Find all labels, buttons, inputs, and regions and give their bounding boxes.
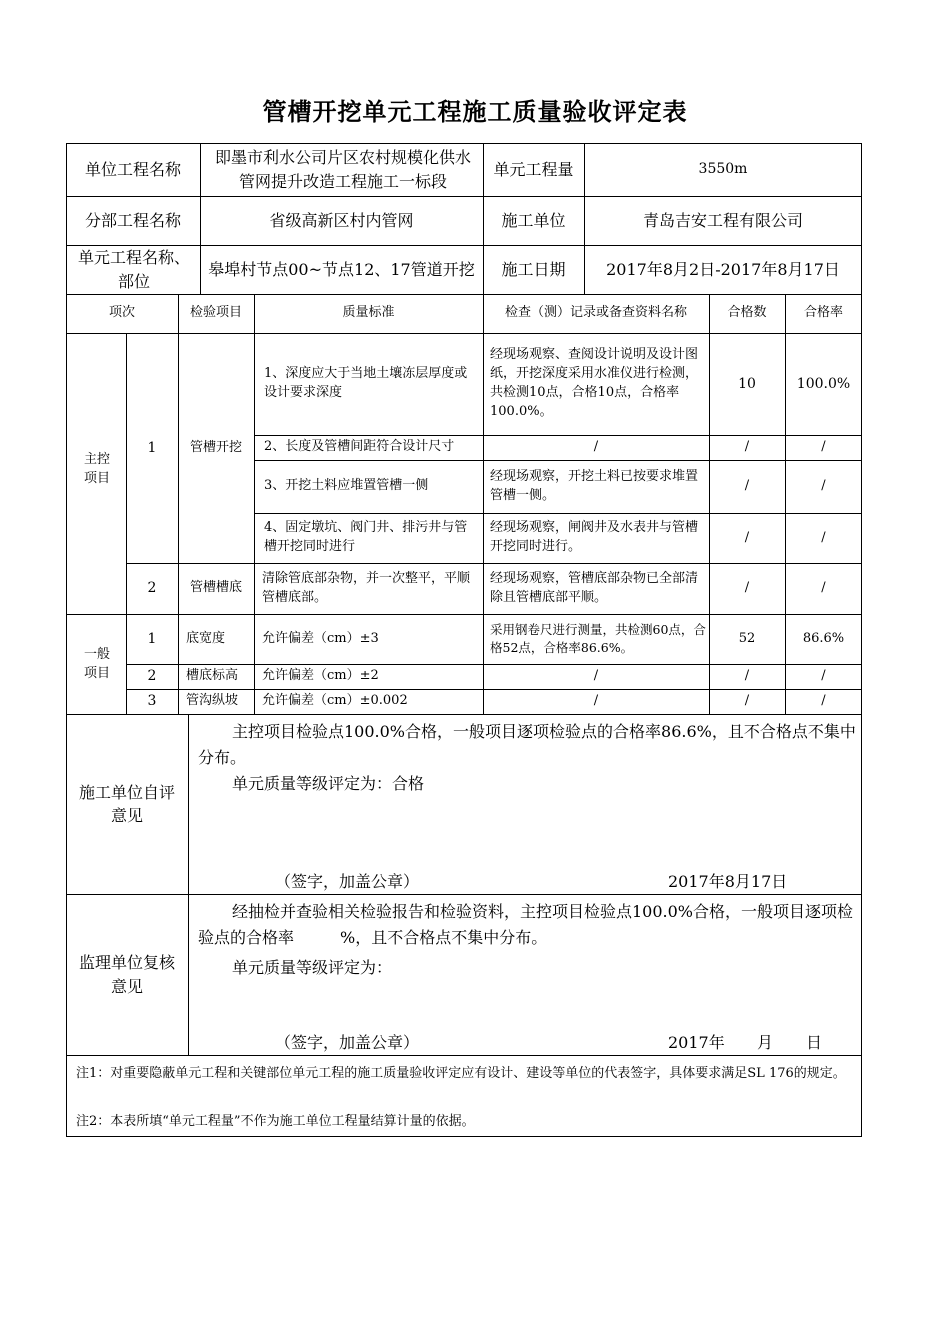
general-standard: 允许偏差（cm）±3 [262,630,379,646]
main-rate: / [821,478,826,494]
main-row-no: 2 [147,580,157,597]
general-rate: 86.6% [802,630,845,646]
division-label: 分部工程名称 [84,210,181,230]
main-record: 经现场观察，管槽底部杂物已全部清除且管槽底部平顺。 [490,570,699,605]
general-rate: / [821,693,826,709]
col-standard: 质量标准 [342,305,395,321]
general-row-no: 2 [147,668,157,685]
main-count: / [744,529,750,545]
supervisor-label: 监理单位复核意见 [78,953,175,996]
unit-quantity-value: 3550m [698,161,748,178]
element-label: 单元工程名称、部位 [77,248,190,291]
unit-project-label: 单位工程名称 [84,159,181,179]
self-eval-opinion: 主控项目检验点100.0%合格，一般项目逐项检验点的合格率86.6%，且不合格点不集中分布。 [198,722,856,767]
division-value: 省级高新区村内管网 [269,210,414,230]
self-eval-grade: 单元质量等级评定为：合格 [232,774,425,793]
main-row-no: 1 [147,439,157,456]
general-check-item: 管沟纵坡 [186,693,239,709]
main-check-item: 管槽槽底 [189,580,242,596]
self-eval-date: 2017年8月17日 [668,872,788,891]
supervisor-opinion-tail: %，且不合格点不集中分布。 [340,928,548,947]
contractor-value: 青岛吉安工程有限公司 [642,210,803,230]
self-eval-sign: （签字，加盖公章） [275,872,420,891]
main-count: 10 [738,375,756,392]
main-standard: 1、深度应大于当地土壤冻层厚度或设计要求深度 [264,366,468,400]
element-value: 皋埠村节点00~节点12、17管道开挖 [208,259,475,279]
general-row-no: 3 [147,693,157,710]
col-record: 检查（测）记录或备查资料名称 [504,305,687,321]
supervisor-date-day: 日 [806,1033,823,1052]
document-title: 管槽开挖单元工程施工质量验收评定表 [262,97,688,126]
main-record: 经现场观察，开挖土料已按要求堆置管槽一侧。 [490,468,699,503]
general-record: 采用钢卷尺进行测量，共检测60点，合格52点，合格率86.6%。 [490,621,706,655]
general-count: 52 [738,630,756,646]
contractor-label: 施工单位 [501,210,566,230]
main-rate: 100.0% [796,375,851,392]
general-category: 一般项目 [83,647,110,681]
supervisor-grade: 单元质量等级评定为： [232,958,393,977]
main-record: / [593,439,599,455]
supervisor-date-year: 2017年 [668,1033,725,1052]
general-rate: / [821,668,826,684]
main-check-item: 管槽开挖 [189,439,242,455]
general-standard: 允许偏差（cm）±0.002 [262,693,408,709]
unit-project-value: 即墨市利水公司片区农村规模化供水管网提升改造工程施工一标段 [214,148,471,191]
note-1: 注1：对重要隐蔽单元工程和关键部位单元工程的施工质量验收评定应有设计、建设等单位的代表签字，具体要求满足SL 176的规定。 [76,1066,846,1081]
main-record: 经现场观察、查阅设计说明及设计图纸，开挖深度采用水准仪进行检测，共检测10点，合格10点，合格率100.0%。 [490,347,699,419]
main-record: 经现场观察，闸阀井及水表井与管槽开挖同时进行。 [490,520,699,554]
self-eval-label: 施工单位自评意见 [78,782,175,825]
general-check-item: 底宽度 [186,630,226,646]
unit-quantity-label: 单元工程量 [493,159,574,179]
supervisor-opinion [198,899,858,951]
main-standard: 3、开挖土料应堆置管槽一侧 [264,478,429,494]
main-count: / [744,478,750,494]
main-count: / [744,580,750,596]
general-check-item: 槽底标高 [186,668,239,684]
supervisor-sign: （签字，加盖公章） [275,1033,420,1052]
date-label: 施工日期 [501,259,566,279]
general-standard: 允许偏差（cm）±2 [262,668,379,684]
main-standard: 2、长度及管槽间距符合设计尺寸 [264,439,455,455]
supervisor-opinion-text: 经抽检并查验相关检验报告和检验资料，主控项目检验点100.0%合格，一般项目逐项检验点的合格率 [198,902,854,947]
general-count: / [744,668,750,684]
col-item: 项次 [108,305,135,321]
main-count: / [744,439,750,455]
col-qualified-count: 合格数 [727,305,767,321]
general-count: / [744,693,750,709]
date-value: 2017年8月2日-2017年8月17日 [606,259,840,279]
general-row-no: 1 [147,630,157,647]
col-qualified-rate: 合格率 [803,305,843,321]
main-rate: / [821,580,826,596]
general-record: / [593,693,599,709]
main-rate: / [821,439,826,455]
general-record: / [593,668,599,684]
note-2: 注2：本表所填“单元工程量”不作为施工单位工程量结算计量的依据。 [76,1114,475,1129]
supervisor-date-month: 月 [757,1033,774,1052]
main-category: 主控项目 [83,452,110,486]
main-standard: 4、固定墩坑、阀门井、排污井与管槽开挖同时进行 [264,520,468,554]
main-rate: / [821,529,826,545]
col-check-item: 检验项目 [189,305,242,321]
main-standard: 清除管底部杂物，并一次整平，平顺管槽底部。 [262,570,471,605]
